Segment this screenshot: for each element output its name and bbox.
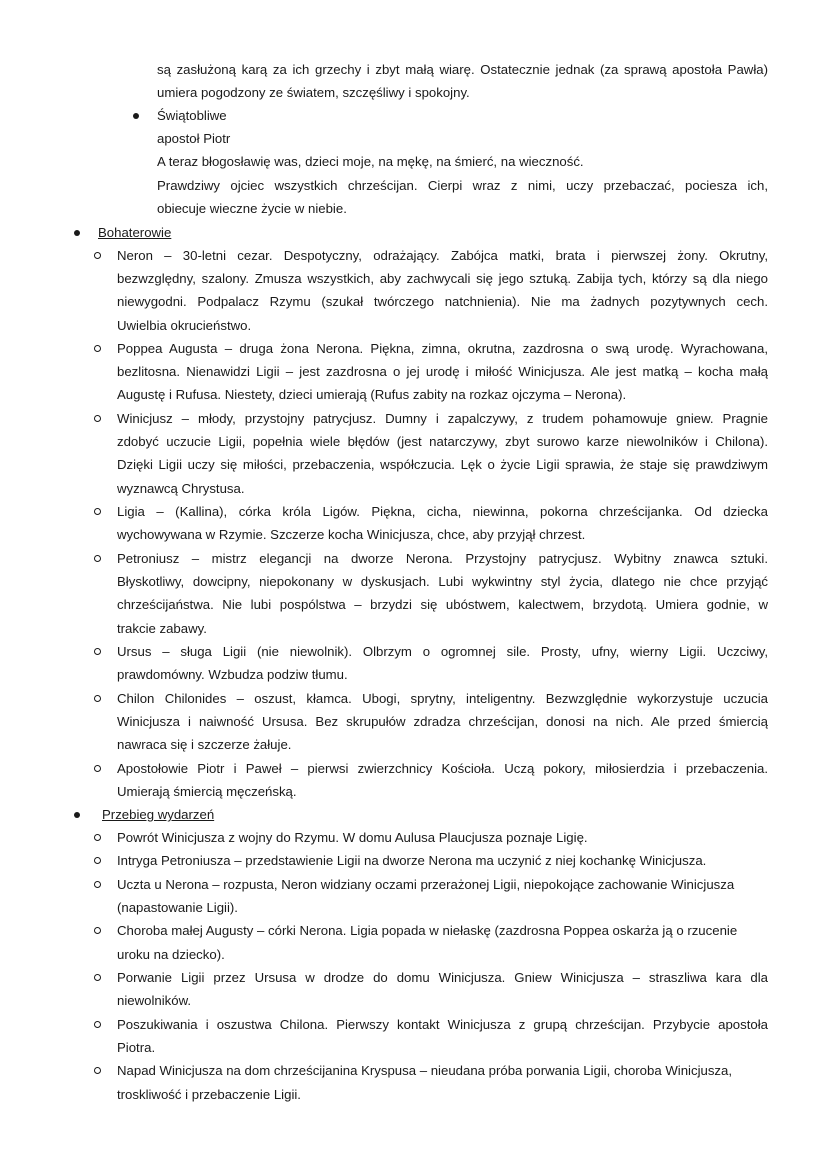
bullet-icon <box>74 230 80 236</box>
bullet-ring-icon <box>94 252 101 259</box>
text-line: chrześcijaństwa. Nie lubi pospólstwa – brzydzi się ubóstwem, kalectwem, brzydotą. Umiera godnie, w <box>117 597 768 612</box>
text-line: trakcie zabawy. <box>117 621 207 636</box>
text-line: nawraca się i szczerze żałuje. <box>117 737 292 752</box>
text-line: Ursus – sługa Ligii (nie niewolnik). Olbrzym o ogromnej sile. Prosty, ufny, wierny Ligii. Uczciwy, <box>117 644 768 659</box>
bullet-ring-icon <box>94 555 101 562</box>
text-line: bezwzględny, szalony. Zmusza wszystkich, aby zachwycali się jego sztuką. Zabija tych, którzy są dla niego <box>117 271 768 286</box>
text-line: Ligia – (Kallina), córka króla Ligów. Piękna, cicha, niewinna, pokorna chrześcijanka. Od dziecka <box>117 504 768 519</box>
quote-line: A teraz błogosławię was, dzieci moje, na mękę, na śmierć, na wieczność. <box>157 154 584 169</box>
text-line: Petroniusz – mistrz elegancji na dworze Nerona. Przystojny patrycjusz. Wybitny znawca sztuki. <box>117 551 768 566</box>
text-line: są zasłużoną karą za ich grzechy i zbyt małą wiarę. Ostatecznie jednak (za sprawą apostoła Pawła) <box>157 62 768 77</box>
text-line: obiecuje wieczne życie w niebie. <box>157 201 347 216</box>
text-line: Dzięki Ligii uczy się miłości, przebaczenia, współczucia. Lęk o życie Ligii sprawia, że staje się prawdziwym <box>117 457 768 472</box>
text-line: Poszukiwania i oszustwa Chilona. Pierwszy kontakt Winicjusza z grupą chrześcijan. Przybycie apostoła <box>117 1017 768 1032</box>
text-line: Choroba małej Augusty – córki Nerona. Ligia popada w niełaskę (zazdrosna Poppea oskarża ją o rzucenie <box>117 923 738 938</box>
text-line: Uczta u Nerona – rozpusta, Neron widziany oczami przerażonej Ligii, niepokojące zachowanie Winicjusza <box>117 877 735 892</box>
text-line: niewolników. <box>117 993 192 1008</box>
bullet-ring-icon <box>94 927 101 934</box>
text-line: Błyskotliwy, dowcipny, niepokonany w dyskusjach. Lubi wykwintny styl życia, dlatego nie chce przyjąć <box>117 574 768 589</box>
bullet-ring-icon <box>94 508 101 515</box>
text-line: zdobyć uczucie Ligii, popełnia wiele błędów (jest natarczywy, zbyt surowo karze niewolników i Chilona). <box>117 434 768 449</box>
text-line: Poppea Augusta – druga żona Nerona. Piękna, zimna, okrutna, zazdrosna o swą urodę. Wyrachowana, <box>117 341 768 356</box>
text-line: prawdomówny. Wzbudza podziw tłumu. <box>117 667 348 682</box>
text-line: Uwielbia okrucieństwo. <box>117 318 252 333</box>
text-line: Prawdziwy ojciec wszystkich chrześcijan. Cierpi wraz z nimi, uczy przebaczać, pociesza ich, <box>157 178 768 193</box>
text-line: apostoł Piotr <box>157 131 231 146</box>
text-line: bezlitosna. Nienawidzi Ligii – jest zazdrosna o jej urodę i miłość Winicjusza. Ale jest matką – kocha małą <box>117 364 768 379</box>
bullet-ring-icon <box>94 695 101 702</box>
text-line: Neron – 30-letni cezar. Despotyczny, odrażający. Zabójca matki, brata i pierwszej żony. Okrutny, <box>117 248 768 263</box>
text-line: Powrót Winicjusza z wojny do Rzymu. W domu Aulusa Plaucjusza poznaje Ligię. <box>117 830 588 845</box>
text-line: Augustę i Rufusa. Niestety, dzieci umierają (Rufus zabity na rozkaz ojczyma – Nerona). <box>117 387 627 402</box>
text-line: Winicjusza i naiwność Ursusa. Bez skrupułów zdradza chrześcijan, donosi na nich. Ale przed śmiercią <box>117 714 768 729</box>
text-line: Napad Winicjusza na dom chrześcijanina Kryspusa – nieudana próba porwania Ligii, choroba Winicjusza, <box>117 1063 733 1078</box>
text-line: Intryga Petroniusza – przedstawienie Ligii na dworze Nerona ma uczynić z niej kochankę Winicjusza. <box>117 853 707 868</box>
text-line: wyznawcą Chrystusa. <box>117 481 245 496</box>
text-line: Umierają śmiercią męczeńską. <box>117 784 297 799</box>
text-line: niewygodni. Podpalacz Rzymu (szukał twórczego natchnienia). Nie ma żadnych pozytywnych cech. <box>117 294 768 309</box>
text-line: Porwanie Ligii przez Ursusa w drodze do domu Winicjusza. Gniew Winicjusza – straszliwa kara dla <box>117 970 768 985</box>
bullet-ring-icon <box>94 345 101 352</box>
bullet-ring-icon <box>94 415 101 422</box>
text-line: umiera pogodzony ze światem, szczęśliwy i spokojny. <box>157 85 470 100</box>
section-heading: Bohaterowie <box>98 225 172 240</box>
text-line: Piotra. <box>117 1040 156 1055</box>
bullet-ring-icon <box>94 765 101 772</box>
text-line: troskliwość i przebaczenie Ligii. <box>117 1087 301 1102</box>
bullet-ring-icon <box>94 857 101 864</box>
bullet-ring-icon <box>94 648 101 655</box>
section-heading: Przebieg wydarzeń <box>102 807 215 822</box>
bullet-ring-icon <box>94 881 101 888</box>
bullet-ring-icon <box>94 834 101 841</box>
bullet-ring-icon <box>94 1021 101 1028</box>
text-line: wychowywana w Rzymie. Szczerze kocha Winicjusza, chce, aby przyjął chrzest. <box>117 527 586 542</box>
text-line: Winicjusz – młody, przystojny patrycjusz. Dumny i zapalczywy, z trudem pohamowuje gniew. Pragnie <box>117 411 768 426</box>
text-line: uroku na dziecko). <box>117 947 225 962</box>
bullet-icon <box>133 113 139 119</box>
bullet-icon <box>74 812 80 818</box>
text-line: Chilon Chilonides – oszust, kłamca. Ubogi, sprytny, inteligentny. Bezwzględnie wykorzystuje uczucia <box>117 691 768 706</box>
text-line: Apostołowie Piotr i Paweł – pierwsi zwierzchnicy Kościoła. Uczą pokory, miłosierdzia i przebaczenia. <box>117 761 768 776</box>
text-line: (napastowanie Ligii). <box>117 900 238 915</box>
section-label: Świątobliwe <box>157 108 227 123</box>
bullet-ring-icon <box>94 974 101 981</box>
bullet-ring-icon <box>94 1067 101 1074</box>
